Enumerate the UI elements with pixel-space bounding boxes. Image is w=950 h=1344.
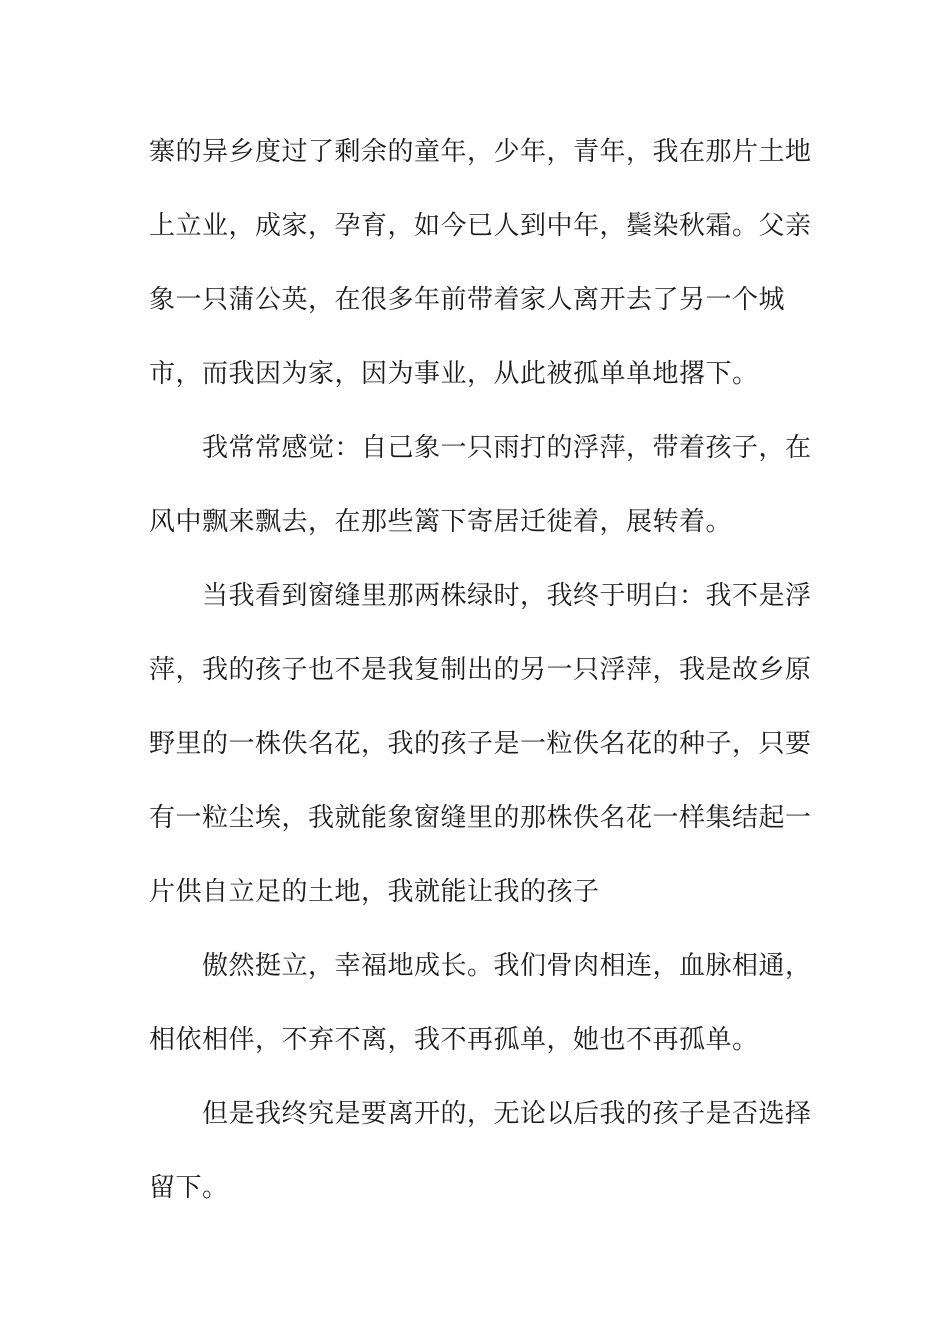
text-line: 象一只蒲公英，在很多年前带着家人离开去了另一个城 [149, 285, 786, 315]
document-body [149, 132, 812, 1242]
text-line: 留下。 [149, 1173, 229, 1203]
paragraph-first-line: 傲然挺立，幸福地成长。我们骨肉相连，血脉相通， [202, 951, 812, 981]
paragraph-first-line: 我常常感觉：自己象一只雨打的浮萍，带着孩子，在 [202, 433, 812, 463]
text-line: 市，而我因为家，因为事业，从此被孤单单地撂下。 [149, 359, 759, 389]
text-line: 萍，我的孩子也不是我复制出的另一只浮萍，我是故乡原 [149, 655, 812, 685]
text-line: 野里的一株佚名花，我的孩子是一粒佚名花的种子，只要 [149, 729, 812, 759]
paragraph-first-line: 但是我终究是要离开的，无论以后我的孩子是否选择 [202, 1099, 812, 1129]
text-line: 寨的异乡度过了剩余的童年，少年，青年，我在那片土地 [149, 137, 812, 167]
text-line: 片供自立足的土地，我就能让我的孩子 [149, 877, 600, 907]
text-line: 风中飘来飘去，在那些篱下寄居迁徙着，展转着。 [149, 507, 733, 537]
paragraph-first-line: 当我看到窗缝里那两株绿时，我终于明白：我不是浮 [202, 581, 812, 611]
text-line: 有一粒尘埃，我就能象窗缝里的那株佚名花一样集结起一 [149, 803, 812, 833]
text-line: 上立业，成家，孕育，如今已人到中年，鬓染秋霜。父亲 [149, 211, 812, 241]
text-line: 相依相伴，不弃不离，我不再孤单，她也不再孤单。 [149, 1025, 759, 1055]
